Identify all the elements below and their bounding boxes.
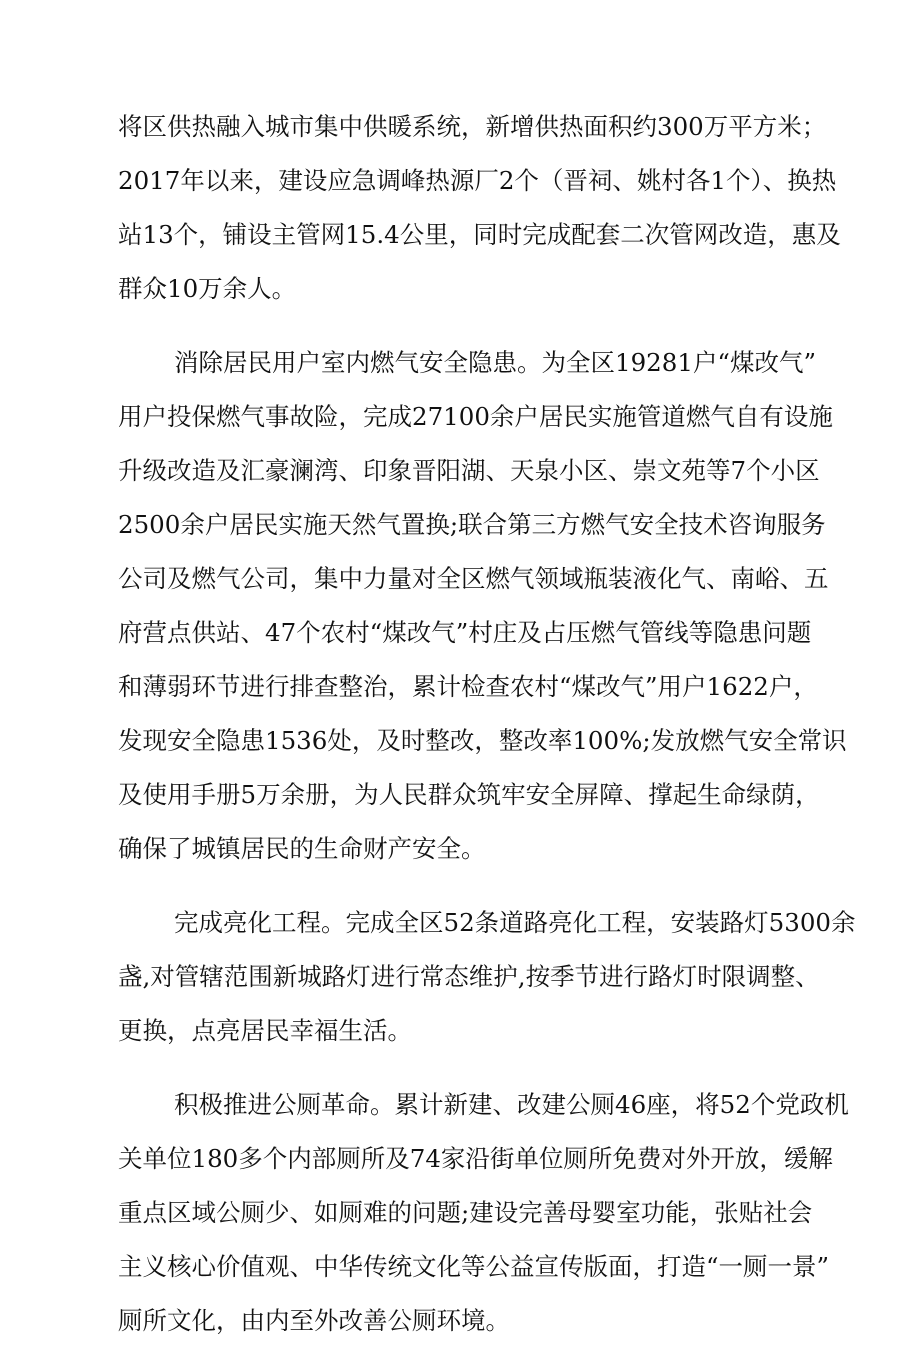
text-line: 确保了城镇居民的生命财产安全。 bbox=[118, 834, 486, 863]
text-line: 和薄弱环节进行排查整治，累计检查农村“煤改气”用户1622户， bbox=[118, 672, 818, 701]
text-line: 将区供热融入城市集中供暖系统，新增供热面积约300万平方米； bbox=[118, 112, 827, 141]
text-line: 2017年以来，建设应急调峰热源厂2个（晋祠、姚村各1个）、换热 bbox=[118, 166, 837, 195]
paragraph-toilet bbox=[118, 1078, 849, 1348]
text-line: 积极推进公厕革命。累计新建、改建公厕46座，将52个党政机 bbox=[174, 1090, 849, 1119]
text-line: 消除居民用户室内燃气安全隐患。为全区19281户“煤改气” bbox=[174, 348, 816, 377]
paragraph-lighting bbox=[118, 896, 856, 1058]
text-line: 升级改造及汇豪澜湾、印象晋阳湖、天泉小区、崇文苑等7个小区 bbox=[118, 456, 820, 485]
document-body bbox=[118, 100, 856, 1348]
text-line: 盏,对管辖范围新城路灯进行常态维护,按季节进行路灯时限调整、 bbox=[118, 962, 820, 991]
text-line: 厕所文化，由内至外改善公厕环境。 bbox=[118, 1306, 510, 1335]
text-line: 发现安全隐患1536处，及时整改，整改率100%;发放燃气安全常识 bbox=[118, 726, 847, 755]
text-line: 重点区域公厕少、如厕难的问题;建设完善母婴室功能，张贴社会 bbox=[118, 1198, 813, 1227]
text-line: 更换，点亮居民幸福生活。 bbox=[118, 1016, 412, 1045]
paragraph-heating bbox=[118, 100, 841, 316]
text-line: 群众10万余人。 bbox=[118, 274, 297, 303]
text-line: 站13个，铺设主管网15.4公里，同时完成配套二次管网改造，惠及 bbox=[118, 220, 841, 249]
text-line: 2500余户居民实施天然气置换;联合第三方燃气安全技术咨询服务 bbox=[118, 510, 826, 539]
text-line: 完成亮化工程。完成全区52条道路亮化工程，安装路灯5300余 bbox=[174, 908, 856, 937]
text-line: 公司及燃气公司，集中力量对全区燃气领域瓶装液化气、南峪、五 bbox=[118, 564, 829, 593]
text-line: 用户投保燃气事故险，完成27100余户居民实施管道燃气自有设施 bbox=[118, 402, 833, 431]
text-line: 关单位180多个内部厕所及74家沿街单位厕所免费对外开放，缓解 bbox=[118, 1144, 833, 1173]
paragraph-gas-safety bbox=[118, 336, 847, 876]
text-line: 主义核心价值观、中华传统文化等公益宣传版面，打造“一厕一景” bbox=[118, 1252, 830, 1281]
text-line: 及使用手册5万余册，为人民群众筑牢安全屏障、撑起生命绿荫， bbox=[118, 780, 820, 809]
text-line: 府营点供站、47个农村“煤改气”村庄及占压燃气管线等隐患问题 bbox=[118, 618, 812, 647]
